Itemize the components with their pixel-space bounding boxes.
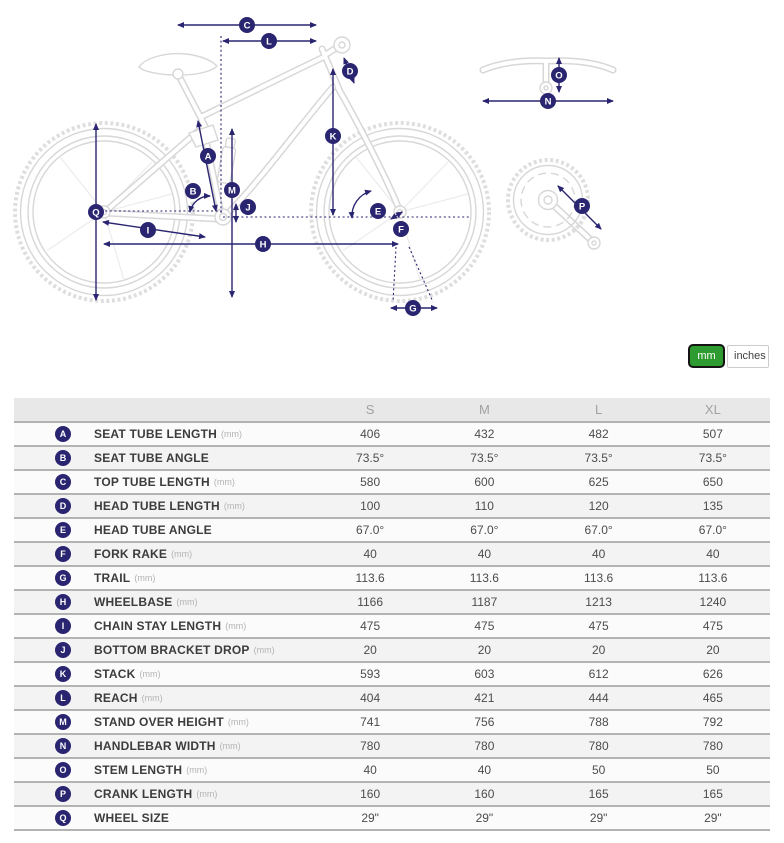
- cell-value: 1213: [585, 595, 612, 609]
- cell-value: 120: [588, 499, 609, 513]
- cell-value: 1187: [471, 595, 498, 609]
- row-label: HEAD TUBE LENGTH: [94, 499, 220, 513]
- row-letter-badge: Q: [55, 810, 71, 826]
- row-label: WHEELBASE: [94, 595, 173, 609]
- column-header-s: S: [365, 402, 375, 417]
- diagram-label-o: [551, 67, 567, 83]
- cell-value: 792: [702, 715, 723, 729]
- table-row: [14, 615, 770, 639]
- cell-value: 29": [361, 811, 379, 825]
- unit-inches-button[interactable]: inches: [727, 345, 769, 368]
- row-letter-badge: H: [55, 594, 71, 610]
- cell-value: 20: [706, 643, 720, 657]
- cell-value: 40: [591, 547, 606, 561]
- svg-text:K: K: [329, 131, 337, 143]
- table-row: [14, 663, 770, 687]
- row-letter-badge: B: [55, 450, 71, 466]
- cell-value: 165: [702, 787, 723, 801]
- cell-value: 780: [474, 739, 495, 753]
- row-unit: (mm): [171, 549, 193, 559]
- table-header: [14, 398, 770, 423]
- cell-value: 1240: [699, 595, 727, 609]
- row-label-cell: [14, 498, 313, 514]
- cell-value: 788: [588, 715, 609, 729]
- row-letter-badge: G: [55, 570, 71, 586]
- cell-value: 73.5°: [584, 451, 613, 465]
- svg-text:C: C: [243, 20, 251, 32]
- row-label: CRANK LENGTH: [94, 787, 193, 801]
- row-label-cell: [14, 738, 313, 754]
- svg-text:P: P: [578, 201, 586, 213]
- row-label-cell: [14, 522, 313, 538]
- cell-value: 50: [591, 763, 606, 777]
- cell-value: 406: [360, 427, 381, 441]
- column-header-l: L: [595, 402, 603, 417]
- row-label-cell: [14, 594, 313, 610]
- cell-value: 475: [588, 619, 609, 633]
- cell-value: 73.5°: [470, 451, 499, 465]
- row-unit: (mm): [141, 693, 163, 703]
- table-row: [14, 639, 770, 663]
- row-unit: (mm): [134, 573, 156, 583]
- cell-value: 593: [360, 667, 381, 681]
- table-row: [14, 471, 770, 495]
- row-letter-badge: A: [55, 426, 71, 442]
- cell-value: 67.0°: [584, 523, 613, 537]
- row-label-cell: [14, 666, 313, 682]
- cell-value: 507: [702, 427, 723, 441]
- row-label-cell: [14, 642, 313, 658]
- table-row: [14, 567, 770, 591]
- svg-text:Q: Q: [92, 207, 100, 219]
- row-label: STEM LENGTH: [94, 763, 183, 777]
- row-letter-badge: E: [55, 522, 71, 538]
- cell-value: 20: [363, 643, 377, 657]
- row-label: HANDLEBAR WIDTH: [94, 739, 216, 753]
- row-unit: (mm): [227, 717, 249, 727]
- cell-value: 73.5°: [356, 451, 385, 465]
- cell-value: 160: [360, 787, 381, 801]
- row-unit: (mm): [213, 477, 235, 487]
- diagram-label-e: [370, 203, 386, 219]
- row-label: HEAD TUBE ANGLE: [94, 523, 212, 537]
- cell-value: 73.5°: [698, 451, 727, 465]
- cell-value: 29": [475, 811, 494, 825]
- diagram-label-g: [405, 300, 421, 316]
- row-letter-badge: P: [55, 786, 71, 802]
- cell-value: 444: [588, 691, 609, 705]
- row-unit: (mm): [139, 669, 161, 679]
- cell-value: 475: [360, 619, 381, 633]
- row-label: STAND OVER HEIGHT: [94, 715, 224, 729]
- table-row: [14, 519, 770, 543]
- svg-text:H: H: [259, 239, 267, 251]
- row-letter-badge: M: [55, 714, 71, 730]
- row-letter-badge: I: [55, 618, 71, 634]
- row-label-cell: [14, 426, 313, 442]
- bike-geometry-diagram: [0, 0, 784, 340]
- diagram-label-j: [240, 199, 256, 215]
- cell-value: 780: [702, 739, 723, 753]
- diagram-label-k: [325, 128, 341, 144]
- cell-value: 756: [474, 715, 495, 729]
- row-label: TRAIL: [94, 571, 131, 585]
- svg-text:D: D: [346, 66, 354, 78]
- diagram-label-q: [88, 204, 104, 220]
- cell-value: 432: [474, 427, 495, 441]
- table-row: [14, 543, 770, 567]
- cell-value: 40: [706, 547, 720, 561]
- cell-value: 1166: [357, 595, 384, 609]
- row-label-cell: [14, 714, 313, 730]
- row-unit: (mm): [225, 621, 247, 631]
- cell-value: 29": [589, 811, 608, 825]
- svg-text:O: O: [555, 70, 563, 82]
- row-label-cell: [14, 810, 313, 826]
- row-label: REACH: [94, 691, 138, 705]
- row-label: FORK RAKE: [94, 547, 168, 561]
- row-letter-badge: C: [55, 474, 71, 490]
- diagram-label-d: [342, 63, 358, 79]
- cell-value: 113.6: [584, 571, 614, 585]
- cell-value: 110: [474, 499, 494, 513]
- row-label: SEAT TUBE LENGTH: [94, 427, 217, 441]
- row-label-cell: [14, 690, 313, 706]
- row-unit: (mm): [176, 597, 198, 607]
- diagram-label-i: [140, 222, 156, 238]
- diagram-label-h: [255, 236, 271, 252]
- cell-value: 465: [702, 691, 723, 705]
- row-label: SEAT TUBE ANGLE: [94, 451, 210, 465]
- svg-text:M: M: [228, 185, 236, 197]
- row-letter-badge: N: [55, 738, 71, 754]
- cell-value: 475: [474, 619, 495, 633]
- row-letter-badge: K: [55, 666, 71, 682]
- cell-value: 475: [702, 619, 723, 633]
- table-row: [14, 687, 770, 711]
- row-letter-badge: D: [55, 498, 71, 514]
- svg-text:E: E: [374, 206, 382, 218]
- row-label-cell: [14, 450, 313, 466]
- row-label: STACK: [94, 667, 136, 681]
- row-label: CHAIN STAY LENGTH: [94, 619, 222, 633]
- diagram-label-m: [224, 182, 240, 198]
- diagram-label-f: [393, 221, 409, 237]
- unit-mm-button[interactable]: mm: [688, 344, 725, 368]
- cell-value: 20: [477, 643, 492, 657]
- cell-value: 20: [591, 643, 606, 657]
- cell-value: 113.6: [698, 571, 728, 585]
- table-row: [14, 711, 770, 735]
- svg-text:I: I: [146, 225, 150, 237]
- cell-value: 40: [477, 547, 492, 561]
- svg-text:F: F: [398, 224, 404, 236]
- cell-value: 113.6: [469, 571, 499, 585]
- cell-value: 67.0°: [698, 523, 727, 537]
- geometry-table: [14, 398, 770, 831]
- row-unit: (mm): [196, 789, 218, 799]
- cell-value: 600: [474, 475, 495, 489]
- row-unit: (mm): [220, 429, 242, 439]
- diagram-label-n: [540, 93, 556, 109]
- cell-value: 650: [702, 475, 723, 489]
- cell-value: 580: [360, 475, 381, 489]
- geometry-table-body: [14, 423, 770, 831]
- column-header-xl: XL: [704, 402, 721, 417]
- diagram-label-c: [239, 17, 255, 33]
- table-row: [14, 759, 770, 783]
- row-label-cell: [14, 474, 313, 490]
- cell-value: 482: [588, 427, 609, 441]
- row-label: WHEEL SIZE: [94, 811, 170, 825]
- row-label-cell: [14, 618, 313, 634]
- diagram-label-b: [185, 183, 201, 199]
- row-label-cell: [14, 786, 313, 802]
- cell-value: 100: [360, 499, 381, 513]
- cell-value: 113.6: [355, 571, 385, 585]
- row-label: BOTTOM BRACKET DROP: [94, 643, 250, 657]
- unit-toggle: [688, 344, 769, 368]
- cell-value: 29": [704, 811, 722, 825]
- svg-text:L: L: [266, 36, 272, 48]
- row-letter-badge: O: [55, 762, 71, 778]
- diagram-label-l: [261, 33, 277, 49]
- row-unit: (mm): [223, 501, 245, 511]
- diagram-label-p: [574, 198, 590, 214]
- table-row: [14, 807, 770, 831]
- cell-value: 67.0°: [356, 523, 385, 537]
- cell-value: 50: [706, 763, 720, 777]
- table-row: [14, 495, 770, 519]
- cell-value: 612: [588, 667, 609, 681]
- cell-value: 165: [588, 787, 609, 801]
- table-row: [14, 423, 770, 447]
- cell-value: 135: [702, 499, 723, 513]
- row-label-cell: [14, 570, 313, 586]
- svg-text:N: N: [544, 96, 552, 108]
- cell-value: 626: [702, 667, 723, 681]
- row-unit: (mm): [219, 741, 241, 751]
- table-row: [14, 735, 770, 759]
- cell-value: 625: [588, 475, 609, 489]
- row-letter-badge: J: [55, 642, 71, 658]
- row-label-cell: [14, 546, 313, 562]
- svg-text:A: A: [204, 151, 212, 163]
- row-letter-badge: F: [55, 546, 71, 562]
- cell-value: 40: [363, 547, 377, 561]
- cell-value: 67.0°: [470, 523, 499, 537]
- svg-text:B: B: [189, 186, 197, 198]
- table-row: [14, 591, 770, 615]
- cell-value: 780: [588, 739, 609, 753]
- cell-value: 160: [474, 787, 495, 801]
- row-unit: (mm): [253, 645, 275, 655]
- row-letter-badge: L: [55, 690, 71, 706]
- svg-text:J: J: [245, 202, 251, 214]
- row-unit: (mm): [186, 765, 208, 775]
- cell-value: 40: [477, 763, 492, 777]
- diagram-label-a: [200, 148, 216, 164]
- cell-value: 603: [474, 667, 495, 681]
- cell-value: 40: [363, 763, 377, 777]
- table-row: [14, 783, 770, 807]
- column-header-m: M: [478, 402, 490, 417]
- cell-value: 421: [474, 691, 495, 705]
- row-label: TOP TUBE LENGTH: [94, 475, 210, 489]
- row-label-cell: [14, 762, 313, 778]
- cell-value: 404: [360, 691, 381, 705]
- svg-text:G: G: [409, 303, 417, 315]
- cell-value: 780: [360, 739, 381, 753]
- table-row: [14, 447, 770, 471]
- cell-value: 741: [360, 715, 381, 729]
